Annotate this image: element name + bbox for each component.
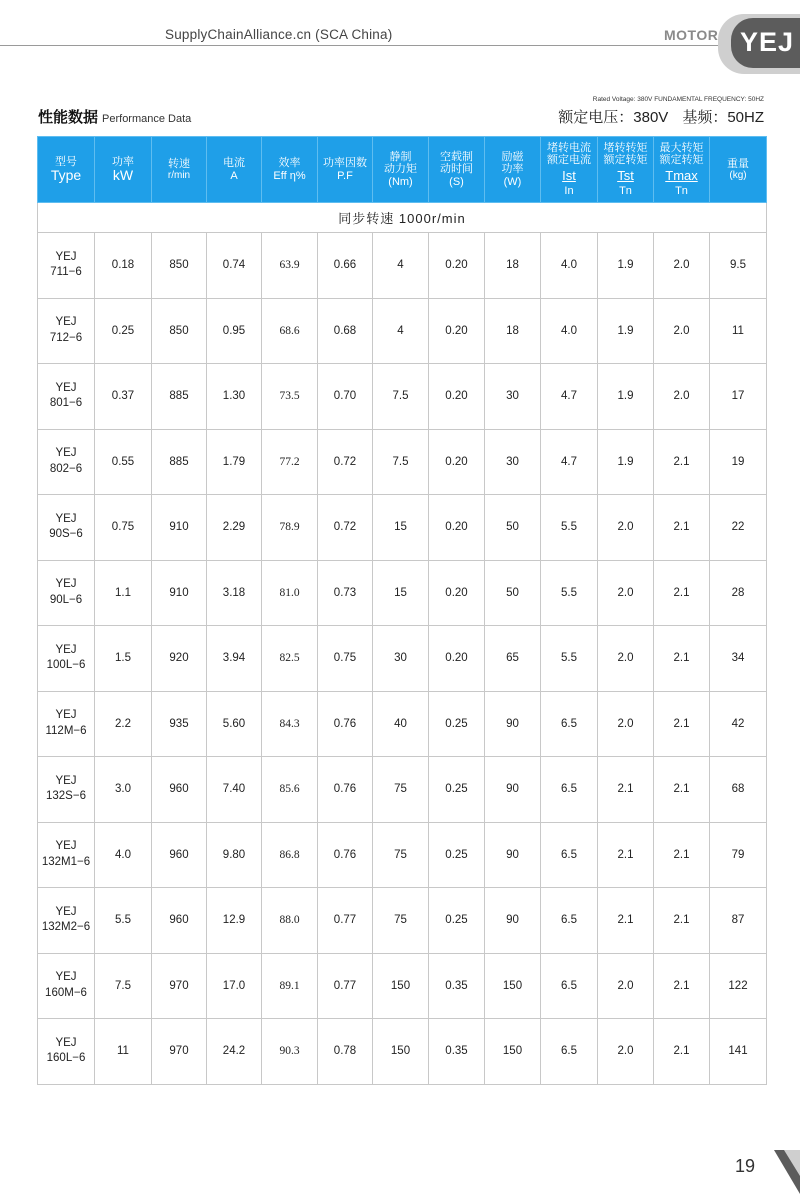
cell-w: 65 (485, 626, 541, 692)
table-row (38, 822, 767, 888)
category-label: MOTOR (664, 27, 719, 43)
cell-a: 2.29 (207, 495, 262, 561)
cell-kw: 0.75 (95, 495, 152, 561)
cell-a: 9.80 (207, 822, 262, 888)
header-rule (0, 45, 728, 46)
cell-tmax: 2.1 (654, 691, 710, 757)
cell-a: 5.60 (207, 691, 262, 757)
cell-tst: 1.9 (598, 364, 654, 430)
section-title-en: Performance Data (102, 113, 192, 125)
cell-s: 0.25 (429, 757, 485, 823)
header-brake-torque: 静制 动力矩 (Nm) (373, 137, 429, 203)
cell-ist: 6.5 (541, 691, 598, 757)
cell-kw: 1.1 (95, 560, 152, 626)
synchronous-speed-row (38, 203, 767, 233)
cell-kg: 42 (710, 691, 767, 757)
cell-w: 150 (485, 1019, 541, 1085)
cell-kw: 4.0 (95, 822, 152, 888)
cell-a: 0.74 (207, 233, 262, 299)
cell-pf: 0.76 (318, 691, 373, 757)
cell-a: 12.9 (207, 888, 262, 954)
rated-voltage-note: Rated Voltage: 380V FUNDAMENTAL FREQUENCY: 50HZ (592, 96, 764, 103)
cell-kg: 122 (710, 953, 767, 1019)
cell-tst: 2.0 (598, 560, 654, 626)
cell-ist: 5.5 (541, 495, 598, 561)
header-tst-ratio: 堵转转矩 额定转矩 Tst Tn (598, 137, 654, 203)
cell-rpm: 910 (152, 560, 207, 626)
cell-ist: 6.5 (541, 1019, 598, 1085)
cell-tst: 1.9 (598, 429, 654, 495)
cell-s: 0.25 (429, 691, 485, 757)
cell-nm: 4 (373, 298, 429, 364)
type-frame: 132S−6 (46, 790, 86, 803)
type-series: YEJ (55, 381, 77, 394)
table-row (38, 429, 767, 495)
type-frame: 712−6 (49, 331, 83, 344)
section-title (38, 106, 191, 127)
cell-kg: 87 (710, 888, 767, 954)
cell-ist: 6.5 (541, 822, 598, 888)
cell-nm: 15 (373, 495, 429, 561)
type-frame: 160L−6 (46, 1052, 86, 1065)
page-corner-mark (770, 1150, 800, 1194)
cell-rpm: 910 (152, 495, 207, 561)
type-frame: 802−6 (49, 462, 83, 475)
cell-kw: 2.2 (95, 691, 152, 757)
cell-tmax: 2.1 (654, 626, 710, 692)
cell-s: 0.20 (429, 495, 485, 561)
cell-type (38, 560, 95, 626)
cell-kw: 1.5 (95, 626, 152, 692)
cell-kg: 19 (710, 429, 767, 495)
cell-kg: 22 (710, 495, 767, 561)
table-row (38, 1019, 767, 1085)
cell-pf: 0.78 (318, 1019, 373, 1085)
cell-rpm: 850 (152, 298, 207, 364)
section-title-cn: 性能数据 (38, 109, 99, 126)
cell-rpm: 885 (152, 364, 207, 430)
cell-nm: 40 (373, 691, 429, 757)
cell-ist: 5.5 (541, 560, 598, 626)
cell-pf: 0.72 (318, 429, 373, 495)
cell-tmax: 2.1 (654, 429, 710, 495)
header-efficiency: 效率 Eff η% (262, 137, 318, 203)
cell-kg: 28 (710, 560, 767, 626)
cell-eff: 82.5 (262, 626, 318, 692)
cell-pf: 0.73 (318, 560, 373, 626)
cell-tst: 2.0 (598, 495, 654, 561)
type-series: YEJ (55, 971, 77, 984)
cell-pf: 0.77 (318, 888, 373, 954)
cell-s: 0.25 (429, 822, 485, 888)
header-tmax-ratio: 最大转矩 额定转矩 Tmax Tn (654, 137, 710, 203)
header-power: 功率 kW (95, 137, 152, 203)
cell-tst: 2.0 (598, 953, 654, 1019)
type-frame: 90L−6 (49, 593, 83, 606)
cell-ist: 6.5 (541, 757, 598, 823)
type-series: YEJ (55, 643, 77, 656)
cell-s: 0.25 (429, 888, 485, 954)
header-type: 型号 Type (38, 137, 95, 203)
cell-ist: 6.5 (541, 953, 598, 1019)
cell-tst: 2.0 (598, 1019, 654, 1085)
cell-kw: 11 (95, 1019, 152, 1085)
cell-s: 0.35 (429, 1019, 485, 1085)
type-series: YEJ (55, 250, 77, 263)
cell-w: 30 (485, 364, 541, 430)
cell-tst: 1.9 (598, 233, 654, 299)
table-row (38, 560, 767, 626)
cell-nm: 7.5 (373, 429, 429, 495)
cell-type (38, 691, 95, 757)
cell-a: 1.30 (207, 364, 262, 430)
category-tab-label: YEJ (740, 27, 795, 57)
cell-kw: 7.5 (95, 953, 152, 1019)
type-frame: 100L−6 (46, 659, 86, 672)
cell-pf: 0.75 (318, 626, 373, 692)
cell-a: 17.0 (207, 953, 262, 1019)
page-number: 19 (735, 1156, 756, 1176)
cell-w: 90 (485, 691, 541, 757)
cell-pf: 0.76 (318, 822, 373, 888)
cell-a: 1.79 (207, 429, 262, 495)
cell-nm: 7.5 (373, 364, 429, 430)
table-row (38, 757, 767, 823)
synchronous-speed-label: 同步转速 1000r/min (38, 203, 767, 233)
type-series: YEJ (55, 774, 77, 787)
cell-eff: 89.1 (262, 953, 318, 1019)
cell-type (38, 822, 95, 888)
cell-pf: 0.68 (318, 298, 373, 364)
cell-nm: 150 (373, 953, 429, 1019)
cell-w: 90 (485, 822, 541, 888)
cell-kw: 0.18 (95, 233, 152, 299)
cell-type (38, 626, 95, 692)
cell-tst: 2.0 (598, 626, 654, 692)
site-name: SupplyChainAlliance.cn (SCA China) (165, 27, 393, 42)
cell-tmax: 2.0 (654, 298, 710, 364)
header-power-factor: 功率因数 P.F (318, 137, 373, 203)
cell-nm: 30 (373, 626, 429, 692)
type-frame: 112M−6 (45, 724, 87, 737)
cell-kw: 0.55 (95, 429, 152, 495)
cell-ist: 6.5 (541, 888, 598, 954)
cell-w: 18 (485, 298, 541, 364)
cell-nm: 75 (373, 888, 429, 954)
table-row (38, 233, 767, 299)
cell-kg: 141 (710, 1019, 767, 1085)
cell-tmax: 2.0 (654, 233, 710, 299)
cell-type (38, 953, 95, 1019)
cell-eff: 63.9 (262, 233, 318, 299)
cell-a: 24.2 (207, 1019, 262, 1085)
cell-w: 30 (485, 429, 541, 495)
cell-s: 0.20 (429, 364, 485, 430)
base-frequency: 基频：50HZ (682, 109, 764, 126)
cell-eff: 68.6 (262, 298, 318, 364)
cell-tst: 1.9 (598, 298, 654, 364)
cell-tmax: 2.1 (654, 560, 710, 626)
cell-nm: 15 (373, 560, 429, 626)
cell-kw: 0.25 (95, 298, 152, 364)
cell-w: 150 (485, 953, 541, 1019)
cell-type (38, 888, 95, 954)
cell-rpm: 960 (152, 888, 207, 954)
cell-kw: 3.0 (95, 757, 152, 823)
cell-w: 90 (485, 888, 541, 954)
cell-rpm: 970 (152, 953, 207, 1019)
cell-nm: 75 (373, 822, 429, 888)
cell-a: 7.40 (207, 757, 262, 823)
header-excitation-power: 励磁 功率 (W) (485, 137, 541, 203)
table-row (38, 495, 767, 561)
cell-a: 3.94 (207, 626, 262, 692)
type-frame: 160M−6 (45, 986, 87, 999)
cell-w: 90 (485, 757, 541, 823)
rated-voltage: 额定电压：380V (558, 109, 669, 126)
performance-table (37, 136, 767, 1085)
cell-rpm: 850 (152, 233, 207, 299)
cell-kw: 0.37 (95, 364, 152, 430)
cell-type (38, 429, 95, 495)
cell-tmax: 2.1 (654, 757, 710, 823)
cell-eff: 90.3 (262, 1019, 318, 1085)
cell-tmax: 2.1 (654, 822, 710, 888)
cell-w: 50 (485, 560, 541, 626)
cell-rpm: 960 (152, 822, 207, 888)
cell-tst: 2.0 (598, 691, 654, 757)
cell-type (38, 364, 95, 430)
table-row (38, 626, 767, 692)
type-series: YEJ (55, 316, 77, 329)
header-ist-ratio: 堵转电流 额定电流 Ist In (541, 137, 598, 203)
cell-eff: 86.8 (262, 822, 318, 888)
table-row (38, 691, 767, 757)
cell-kg: 17 (710, 364, 767, 430)
header-weight: 重量 (kg) (710, 137, 767, 203)
cell-type (38, 757, 95, 823)
table-row (38, 888, 767, 954)
type-frame: 90S−6 (49, 528, 83, 541)
cell-kg: 79 (710, 822, 767, 888)
cell-eff: 73.5 (262, 364, 318, 430)
cell-s: 0.20 (429, 429, 485, 495)
cell-tmax: 2.1 (654, 495, 710, 561)
cell-w: 18 (485, 233, 541, 299)
type-frame: 132M2−6 (41, 921, 91, 934)
cell-pf: 0.76 (318, 757, 373, 823)
cell-s: 0.20 (429, 626, 485, 692)
type-frame: 132M1−6 (41, 855, 91, 868)
type-series: YEJ (55, 905, 77, 918)
cell-s: 0.20 (429, 560, 485, 626)
cell-tmax: 2.1 (654, 888, 710, 954)
cell-rpm: 935 (152, 691, 207, 757)
cell-pf: 0.72 (318, 495, 373, 561)
cell-tmax: 2.1 (654, 1019, 710, 1085)
cell-rpm: 960 (152, 757, 207, 823)
cell-nm: 150 (373, 1019, 429, 1085)
cell-a: 0.95 (207, 298, 262, 364)
cell-ist: 5.5 (541, 626, 598, 692)
type-frame: 801−6 (49, 397, 83, 410)
cell-nm: 4 (373, 233, 429, 299)
cell-pf: 0.77 (318, 953, 373, 1019)
cell-eff: 84.3 (262, 691, 318, 757)
cell-ist: 4.7 (541, 364, 598, 430)
cell-ist: 4.0 (541, 233, 598, 299)
cell-eff: 85.6 (262, 757, 318, 823)
type-series: YEJ (55, 447, 77, 460)
cell-rpm: 885 (152, 429, 207, 495)
cell-rpm: 920 (152, 626, 207, 692)
cell-tmax: 2.0 (654, 364, 710, 430)
cell-kw: 5.5 (95, 888, 152, 954)
cell-s: 0.35 (429, 953, 485, 1019)
cell-tst: 2.1 (598, 757, 654, 823)
cell-type (38, 233, 95, 299)
cell-type (38, 298, 95, 364)
type-series: YEJ (55, 578, 77, 591)
cell-rpm: 970 (152, 1019, 207, 1085)
cell-eff: 78.9 (262, 495, 318, 561)
cell-type (38, 495, 95, 561)
cell-s: 0.20 (429, 298, 485, 364)
cell-eff: 81.0 (262, 560, 318, 626)
table-header-row (38, 137, 767, 203)
cell-tmax: 2.1 (654, 953, 710, 1019)
cell-w: 50 (485, 495, 541, 561)
cell-kg: 34 (710, 626, 767, 692)
type-series: YEJ (55, 1036, 77, 1049)
table-row (38, 364, 767, 430)
type-series: YEJ (55, 512, 77, 525)
type-series: YEJ (55, 709, 77, 722)
cell-eff: 77.2 (262, 429, 318, 495)
cell-pf: 0.66 (318, 233, 373, 299)
type-frame: 711−6 (50, 266, 82, 279)
type-series: YEJ (55, 840, 77, 853)
table-row (38, 953, 767, 1019)
cell-ist: 4.7 (541, 429, 598, 495)
cell-tst: 2.1 (598, 888, 654, 954)
cell-type (38, 1019, 95, 1085)
cell-tst: 2.1 (598, 822, 654, 888)
table-row (38, 298, 767, 364)
header-current: 电流 A (207, 137, 262, 203)
cell-s: 0.20 (429, 233, 485, 299)
header-brake-time: 空载制 动时间 (S) (429, 137, 485, 203)
cell-nm: 75 (373, 757, 429, 823)
cell-ist: 4.0 (541, 298, 598, 364)
rated-spec (558, 106, 764, 127)
cell-a: 3.18 (207, 560, 262, 626)
cell-pf: 0.70 (318, 364, 373, 430)
cell-kg: 68 (710, 757, 767, 823)
cell-kg: 9.5 (710, 233, 767, 299)
header-speed: 转速 r/min (152, 137, 207, 203)
cell-kg: 11 (710, 298, 767, 364)
cell-eff: 88.0 (262, 888, 318, 954)
